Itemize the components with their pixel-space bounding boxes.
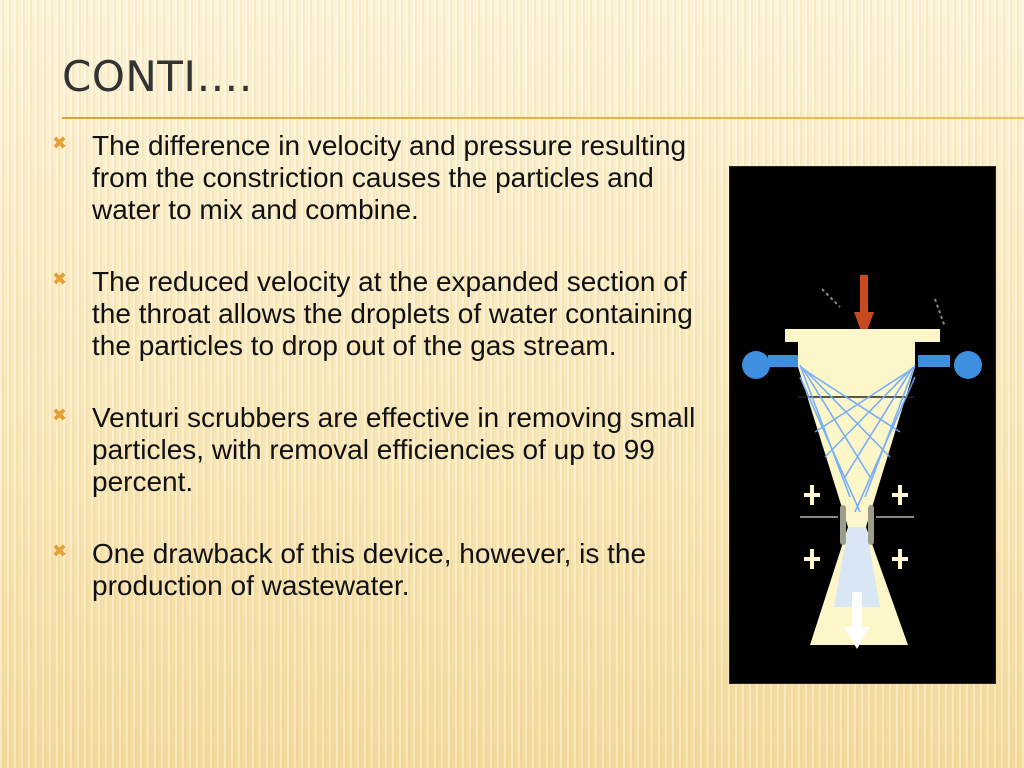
bullet-item — [52, 402, 702, 498]
gas-inlet-arrow-shaft — [860, 275, 868, 317]
throat-damper-left — [840, 505, 846, 545]
bullet-item — [52, 266, 702, 362]
bullet-text: Venturi scrubbers are effective in removing small particles, with removal efficiencies of up to 99 percent. — [92, 402, 696, 497]
nozzle-left-pipe — [768, 355, 798, 367]
throat-damper-right — [868, 505, 874, 545]
slide-title: CONTI…. — [62, 52, 253, 101]
leader-line — [822, 289, 840, 307]
leader-line — [935, 299, 945, 327]
x-mark-icon: ✖ — [52, 405, 68, 425]
nozzle-right-icon — [954, 351, 982, 379]
venturi-inlet-top — [785, 329, 940, 367]
venturi-scrubber-drawing — [730, 167, 995, 683]
bullet-item — [52, 538, 702, 602]
venturi-scrubber-diagram — [729, 166, 996, 684]
outlet-arrow-shaft — [852, 592, 862, 632]
x-mark-icon: ✖ — [52, 133, 68, 153]
x-mark-icon: ✖ — [52, 269, 68, 289]
nozzle-right-pipe — [918, 355, 950, 367]
bullet-item — [52, 130, 702, 226]
bullet-list — [52, 130, 702, 642]
bullet-text: The difference in velocity and pressure resulting from the constriction causes the particles and water to mix and combine. — [92, 130, 687, 225]
bullet-text: The reduced velocity at the expanded section of the throat allows the droplets of water containing the particles to drop out of the gas stream. — [92, 266, 693, 361]
bullet-text: One drawback of this device, however, is the production of wastewater. — [92, 538, 647, 601]
x-mark-icon: ✖ — [52, 541, 68, 561]
nozzle-left-icon — [742, 351, 770, 379]
title-underline — [62, 117, 1024, 119]
